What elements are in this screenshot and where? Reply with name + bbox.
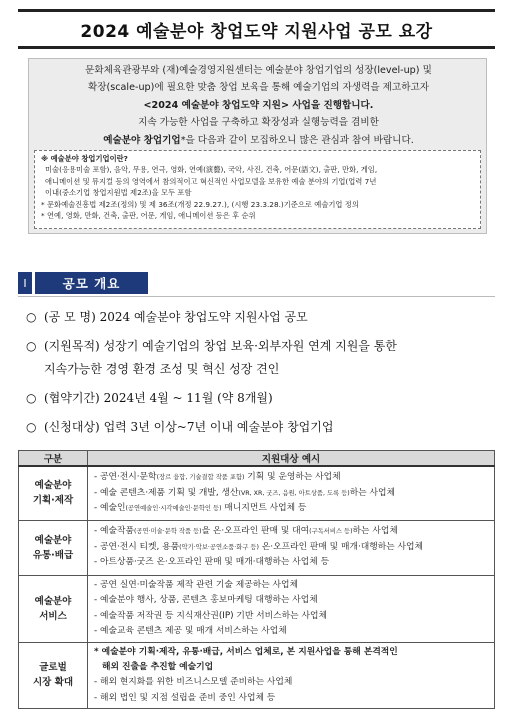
section-number: Ⅰ bbox=[18, 272, 32, 294]
bullet-mark: ○ bbox=[26, 339, 37, 353]
list-item: - 아트상품·굿즈 온·오프라인 판매 및 매개·대행하는 사업체 등 bbox=[94, 557, 330, 568]
bullet-text: 지속가능한 경영 환경 조성 및 혁신 성장 견인 bbox=[44, 362, 280, 376]
category-line-2: 유통·배급 bbox=[32, 549, 74, 561]
list-item: - 해외 법인 및 지점 설립을 준비 중인 사업체 등 bbox=[94, 692, 276, 703]
list-item: - 해외 현지화를 위한 비즈니스모델 준비하는 사업체 bbox=[94, 677, 293, 688]
support-target-table bbox=[18, 450, 495, 709]
category-line-2: 서비스 bbox=[39, 610, 67, 622]
intro-line-2: 확장(scale-up)에 필요한 맞춤 창업 보육을 통해 예술기업의 자생력을 제고하고자 bbox=[88, 82, 429, 94]
list-item: - 공연 실연·미술작품 제작 관련 기술 제공하는 사업체 bbox=[94, 579, 298, 590]
list-item-highlight: 해외 진출을 추진할 예술기업 bbox=[102, 661, 214, 672]
intro-line-3: <2024 예술분야 창업도약 지원> 사업을 진행합니다. bbox=[143, 99, 374, 111]
category-line-1: 예술분야 bbox=[34, 534, 72, 546]
intro-line-1: 문화체육관광부와 (재)예술경영지원센터는 예술분야 창업기업의 성장(level-up) 및 bbox=[85, 65, 432, 76]
note-heading: ※ 예술분야 창업기업이란? bbox=[41, 154, 128, 163]
table-category-cell bbox=[19, 642, 88, 709]
bullet-mark: ○ bbox=[26, 420, 37, 434]
list-item: - 공연·전시 티켓, 용품(악기·악보·공연소품·화구 등) 온·오프라인 판매 및 매개·대행하는 사업체 bbox=[94, 541, 424, 552]
table-items-cell bbox=[88, 466, 495, 520]
table-row bbox=[19, 466, 495, 520]
table-items-cell bbox=[88, 520, 495, 575]
intro-line-4: 지속 가능한 사업을 구축하고 확장성과 실행능력을 겸비한 bbox=[138, 117, 379, 129]
table-header-examples: 지원대상 예시 bbox=[88, 451, 495, 467]
category-line-1: 예술분야 bbox=[34, 480, 72, 492]
table-items-cell bbox=[88, 575, 495, 642]
bullet-eligibility bbox=[26, 418, 333, 435]
intro-line-5-rest: *을 다음과 같이 모집하오니 많은 관심과 참여 바랍니다. bbox=[180, 134, 414, 146]
list-item: - 예술인(공연예술인·시각예술인·문학인 등) 매니지먼트 사업체 등 bbox=[94, 502, 307, 513]
document-title bbox=[18, 9, 495, 49]
bullet-mark: ○ bbox=[26, 391, 37, 405]
intro-line-5-bold: 예술분야 창업기업 bbox=[103, 134, 181, 146]
list-item: - 예술작품 저작권 등 지식재산권(IP) 기반 서비스하는 사업체 bbox=[94, 610, 327, 621]
category-line-1: 예술분야 bbox=[34, 595, 72, 607]
title-text: 2024 예술분야 창업도약 지원사업 공모 요강 bbox=[80, 21, 433, 42]
table-row bbox=[19, 575, 495, 642]
list-item: - 예술교육 콘텐츠 제공 및 매개 서비스하는 사업체 bbox=[94, 625, 287, 636]
table-row bbox=[19, 642, 495, 709]
bullet-text: 2024 예술분야 창업도약 지원사업 공모 bbox=[99, 310, 308, 324]
category-line-1: 글로벌 bbox=[39, 662, 67, 674]
table-category-cell bbox=[19, 575, 88, 642]
table-items-cell bbox=[88, 642, 495, 709]
bullet-mark: ○ bbox=[26, 310, 37, 324]
section-divider bbox=[18, 296, 495, 297]
definition-note bbox=[34, 150, 481, 229]
note-line-1: 미술(응용미술 포함), 음악, 무용, 연극, 영화, 연예(演藝), 국악, 사진, 건축, 어문(語文), 출판, 만화, 게임, bbox=[45, 165, 378, 175]
bullet-contest-name bbox=[26, 308, 308, 325]
list-item: - 예술작품(공연·미술·문학 작품 등)을 온·오프라인 판매 및 대여(구독서비스 등)하는 사업체 bbox=[94, 526, 398, 537]
bullet-purpose bbox=[26, 337, 397, 354]
note-line-5: * 연예, 영화, 만화, 건축, 출판, 어문, 게임, 애니메이션 등은 후 순위 bbox=[41, 211, 256, 221]
list-item: - 예술분야 행사, 상품, 콘텐츠 홍보마케팅 대행하는 사업체 bbox=[94, 595, 318, 606]
intro-line-5 bbox=[29, 132, 488, 149]
list-item-highlight: * 예술분야 기획·제작, 유통·배급, 서비스 업체로, 본 지원사업을 통해 본격적인 bbox=[94, 646, 398, 657]
table-row bbox=[19, 520, 495, 575]
bullet-key: (신청대상) bbox=[44, 420, 100, 434]
note-line-2: 애니메이션 및 뮤지컬 등의 영역에서 참의적이고 혁신적인 사업모델을 보유한 예술 분야의 기업(업력 7년 bbox=[45, 176, 377, 186]
bullet-key: (협약기간) bbox=[44, 391, 100, 405]
bullet-agreement-period bbox=[26, 389, 273, 406]
table-category-cell bbox=[19, 520, 88, 575]
section-header bbox=[18, 272, 148, 294]
bullet-purpose-continued bbox=[44, 360, 279, 377]
category-line-2: 기획·제작 bbox=[32, 495, 74, 507]
list-item: - 공연·전시·문학(장르 융합, 기술결합 작품 포함) 기획 및 운영하는 사업체 bbox=[94, 472, 341, 483]
note-line-3: 이내(중소기업 창업지원법 제2조)을 모두 포함 bbox=[45, 188, 192, 198]
table-header-category: 구분 bbox=[19, 451, 88, 467]
bullet-key: (공 모 명) bbox=[44, 310, 96, 324]
list-item: - 예술 콘텐츠·제품 기획 및 개발, 생산(VR, XR, 굿즈, 음원, 아트상품, 도록 등)하는 사업체 bbox=[94, 487, 396, 498]
section-title: 공모 개요 bbox=[35, 272, 148, 294]
note-line-4: * 문화예술진흥법 제2조(정의) 및 제 36조(개정 22.9.27.), (시행 23.3.28.)기준으로 예술기업 정의 bbox=[41, 199, 359, 209]
bullet-text: 성장기 예술기업의 창업 보육·외부자원 연계 지원을 통한 bbox=[103, 339, 397, 353]
bullet-key: (지원목적) bbox=[44, 339, 100, 353]
bullet-text: 2024년 4월 ~ 11월 (약 8개월) bbox=[103, 391, 273, 405]
bullet-text: 업력 3년 이상~7년 이내 예술분야 창업기업 bbox=[103, 420, 334, 434]
category-line-2: 시장 확대 bbox=[32, 677, 73, 689]
table-category-cell bbox=[19, 466, 88, 520]
table-header-row bbox=[19, 451, 495, 467]
intro-text bbox=[29, 62, 488, 149]
